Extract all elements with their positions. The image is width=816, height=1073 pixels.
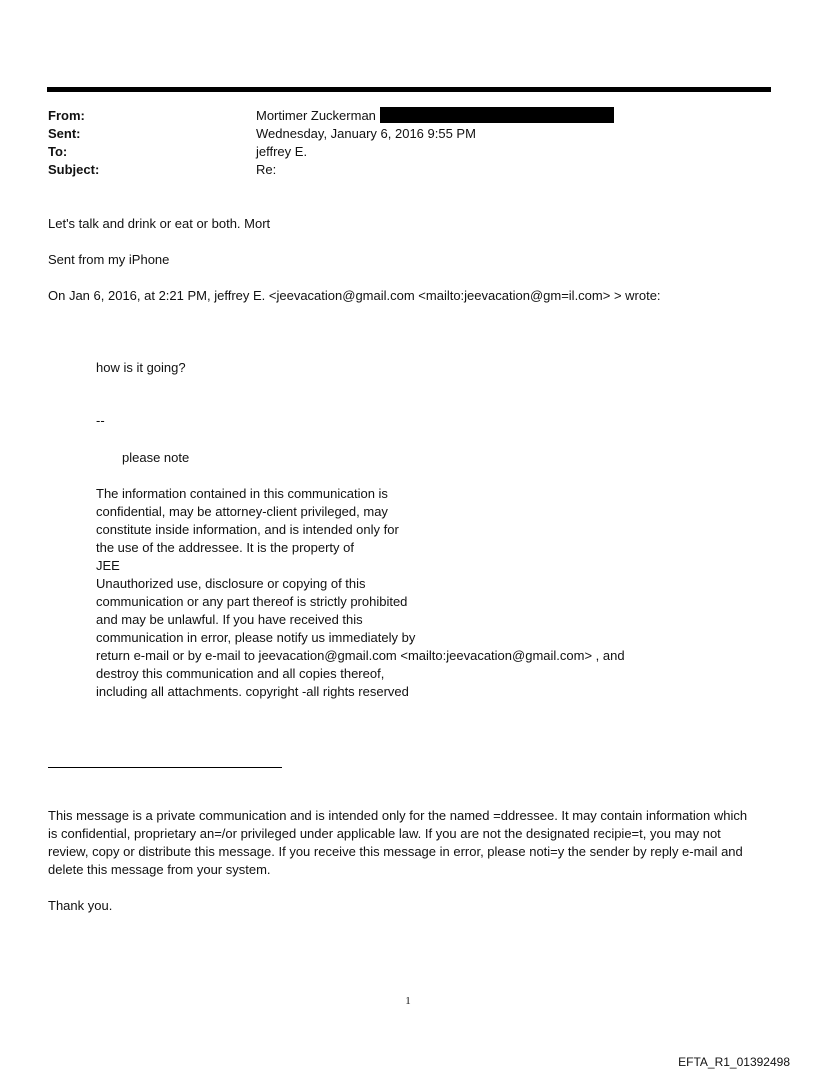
quote-intro: On Jan 6, 2016, at 2:21 PM, jeffrey E. <jeevacation@gmail.com <mailto:jeevacation@gm=il.com> > wrote:	[48, 288, 661, 303]
disclaimer-text: This message is a private communication and is intended only for the named =ddressee. It may contain information which is confidential, proprietary an=/or privileged under applicable law. If you are not the designated recipie=t, you may not review, copy or distribute this message. If you receive this message in error, please noti=y the sender by reply e-mail and delete this message from your system.	[48, 808, 748, 877]
to-value: jeffrey E.	[256, 144, 308, 159]
header-rule	[47, 87, 771, 92]
body-line-2: Sent from my iPhone	[48, 252, 170, 267]
notice-line: return e-mail or by e-mail to jeevacation@gmail.com <mailto:jeevacation@gmail.com> , and	[96, 648, 625, 663]
notice-line: The information contained in this communication is	[96, 486, 388, 501]
sent-label: Sent:	[48, 126, 81, 141]
notice-line: Unauthorized use, disclosure or copying of this	[96, 576, 366, 591]
confidentiality-notice	[96, 485, 625, 701]
signature-separator: --	[96, 413, 105, 428]
sender-name: Mortimer Zuckerman	[256, 108, 376, 123]
footer-rule	[48, 767, 282, 768]
from-value	[256, 107, 614, 125]
notice-line: the use of the addressee. It is the property of	[96, 540, 354, 555]
bates-number: EFTA_R1_01392498	[678, 1055, 790, 1069]
notice-line: including all attachments. copyright -all rights reserved	[96, 684, 409, 699]
notice-line: and may be unlawful. If you have received this	[96, 612, 363, 627]
from-label: From:	[48, 108, 85, 123]
notice-line: communication in error, please notify us immediately by	[96, 630, 416, 645]
notice-line: confidential, may be attorney-client privileged, may	[96, 504, 388, 519]
subject-value: Re:	[256, 162, 277, 177]
quoted-greeting: how is it going?	[96, 360, 186, 375]
notice-line: communication or any part thereof is strictly prohibited	[96, 594, 408, 609]
thank-you: Thank you.	[48, 898, 113, 913]
notice-line: destroy this communication and all copies thereof,	[96, 666, 385, 681]
subject-label: Subject:	[48, 162, 100, 177]
redaction-box	[380, 107, 614, 123]
body-line-1: Let's talk and drink or eat or both. Mort	[48, 216, 271, 231]
please-note: please note	[122, 450, 190, 465]
notice-line: constitute inside information, and is intended only for	[96, 522, 399, 537]
sent-value: Wednesday, January 6, 2016 9:55 PM	[256, 126, 476, 141]
page-number: 1	[405, 995, 411, 1007]
notice-line: JEE	[96, 558, 120, 573]
to-label: To:	[48, 144, 68, 159]
